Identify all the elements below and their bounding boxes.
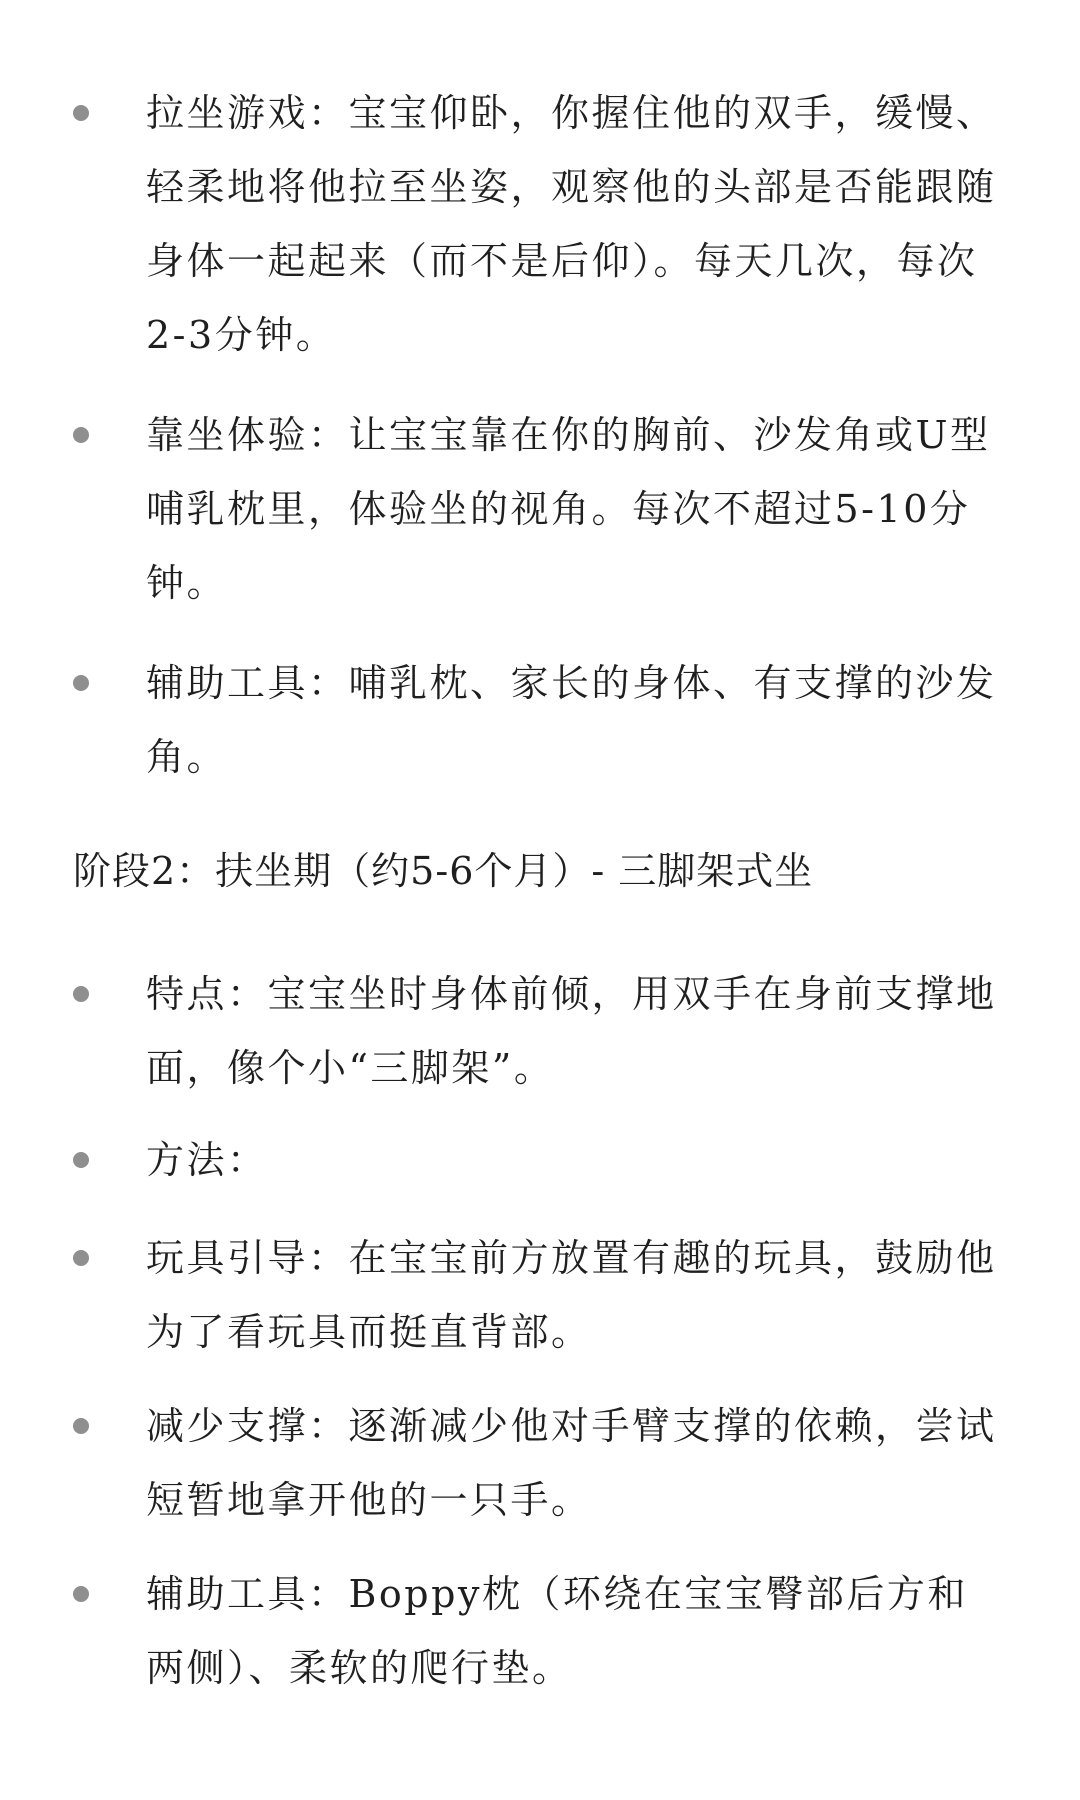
stage2-heading: 阶段2：扶坐期（约5-6个月）- 三脚架式坐	[73, 849, 814, 893]
stage1-list	[0, 76, 1080, 794]
list-item	[0, 1389, 1004, 1537]
list-item	[0, 1557, 1004, 1705]
list-item-text: 减少支撑：逐渐减少他对手臂支撑的依赖，尝试短暂地拿开他的一只手。	[146, 1404, 997, 1522]
list-item-text: 方法：	[146, 1138, 268, 1182]
list-item	[0, 957, 1004, 1105]
list-item	[0, 646, 1004, 794]
stage2-list	[0, 957, 1080, 1705]
list-item	[0, 1123, 1004, 1197]
bullet-icon	[73, 1586, 89, 1602]
bullet-icon	[73, 105, 89, 121]
bullet-icon	[73, 986, 89, 1002]
list-item-text: 玩具引导：在宝宝前方放置有趣的玩具，鼓励他为了看玩具而挺直背部。	[146, 1236, 997, 1354]
bullet-icon	[73, 1250, 89, 1266]
list-item	[0, 398, 1004, 620]
bullet-icon	[73, 675, 89, 691]
list-item	[0, 76, 1004, 372]
list-item-text: 拉坐游戏：宝宝仰卧，你握住他的双手，缓慢、轻柔地将他拉至坐姿，观察他的头部是否能跟随身体一起起来（而不是后仰）。每天几次，每次2-3分钟。	[146, 91, 997, 357]
bullet-icon	[73, 427, 89, 443]
bullet-icon	[73, 1418, 89, 1434]
list-item-text: 辅助工具：Boppy枕（环绕在宝宝臀部后方和两侧）、柔软的爬行垫。	[146, 1572, 968, 1690]
list-item	[0, 1221, 1004, 1369]
list-item-text: 特点：宝宝坐时身体前倾，用双手在身前支撑地面，像个小“三脚架”。	[146, 972, 997, 1090]
list-item-text: 辅助工具：哺乳枕、家长的身体、有支撑的沙发角。	[146, 661, 997, 779]
bullet-icon	[73, 1152, 89, 1168]
list-item-text: 靠坐体验：让宝宝靠在你的胸前、沙发角或U型哺乳枕里，体验坐的视角。每次不超过5-10分钟。	[146, 413, 991, 605]
